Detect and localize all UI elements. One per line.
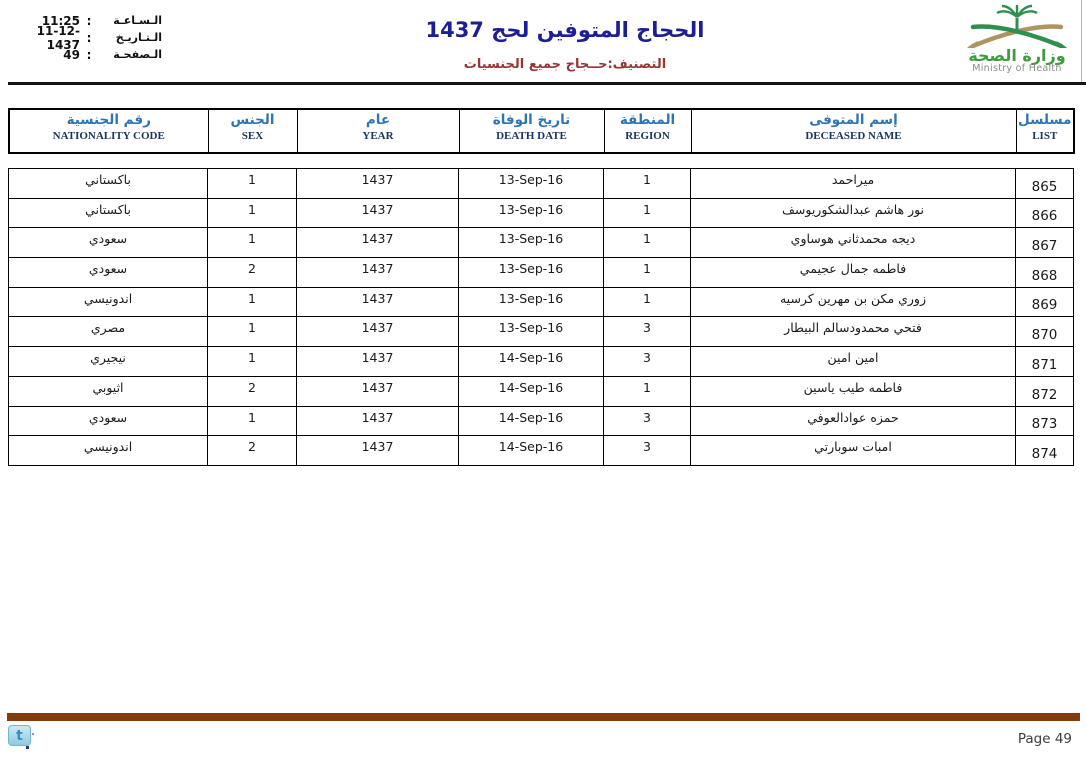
cell-year: 1437 xyxy=(297,436,459,466)
cell-name: زوري مكن بن مهرين كرسيه xyxy=(691,287,1016,317)
cell-nationality: سعودي xyxy=(9,406,208,436)
cell-list: 872 xyxy=(1016,376,1074,406)
cell-nationality: سعودي xyxy=(9,228,208,258)
table-header xyxy=(8,108,1075,154)
table-row xyxy=(9,198,1074,228)
table-row xyxy=(9,376,1074,406)
cell-sex: 1 xyxy=(208,198,297,228)
report-meta-block xyxy=(8,12,168,63)
cell-list: 865 xyxy=(1016,169,1074,199)
cell-name: امبات سوبارتي xyxy=(691,436,1016,466)
col-header-year-en: YEAR xyxy=(362,130,394,142)
cell-name: نور هاشم عبدالشكوريوسف xyxy=(691,198,1016,228)
date-value: 11-12-1437 xyxy=(36,23,80,52)
col-header-sex-en: SEX xyxy=(241,130,264,142)
cell-sex: 1 xyxy=(208,347,297,377)
time-value: 11:25 xyxy=(41,13,80,28)
colon-separator: : xyxy=(86,13,92,28)
palm-and-swords-icon xyxy=(957,2,1077,48)
cell-nationality: باكستاني xyxy=(9,169,208,199)
cell-death-date: 13-Sep-16 xyxy=(459,287,604,317)
cell-region: 1 xyxy=(604,376,691,406)
meta-date-row xyxy=(8,23,168,52)
time-label: الـسـاعـة xyxy=(113,14,162,27)
twitter-icon[interactable]: t xyxy=(8,725,31,746)
cell-death-date: 14-Sep-16 xyxy=(459,376,604,406)
cell-sex: 1 xyxy=(208,287,297,317)
cell-region: 3 xyxy=(604,406,691,436)
footer-page-number: Page 49 xyxy=(1017,731,1072,747)
cell-region: 1 xyxy=(604,258,691,288)
col-header-nationality xyxy=(9,109,208,153)
cell-region: 3 xyxy=(604,436,691,466)
cell-region: 1 xyxy=(604,228,691,258)
col-header-year xyxy=(297,109,459,153)
table-row xyxy=(9,317,1074,347)
col-header-deceased-name-en: DECEASED NAME xyxy=(805,130,902,142)
page-label: الـصفحـة xyxy=(113,48,162,61)
cell-death-date: 14-Sep-16 xyxy=(459,347,604,377)
cell-region: 1 xyxy=(604,169,691,199)
col-header-nationality-en: NATIONALITY CODE xyxy=(52,130,165,142)
cell-nationality: مصري xyxy=(9,317,208,347)
cell-year: 1437 xyxy=(297,228,459,258)
col-header-nationality-ar: رقم الجنسية xyxy=(66,112,151,128)
cell-region: 1 xyxy=(604,198,691,228)
colon-separator: : xyxy=(86,47,92,62)
logo-arabic-text: وزارة الصحة xyxy=(968,46,1066,65)
col-header-year-ar: عام xyxy=(365,112,391,128)
cell-region: 3 xyxy=(604,317,691,347)
cell-sex: 2 xyxy=(208,376,297,406)
cell-nationality: نيجيري xyxy=(9,347,208,377)
col-header-region xyxy=(604,109,691,153)
cell-death-date: 13-Sep-16 xyxy=(459,169,604,199)
table-row xyxy=(9,169,1074,199)
col-header-sex xyxy=(208,109,297,153)
cell-list: 867 xyxy=(1016,228,1074,258)
cell-name: ميراحمد xyxy=(691,169,1016,199)
report-subtitle: التصنيف:حــجاج جميع الجنسيات xyxy=(463,57,667,72)
cell-death-date: 13-Sep-16 xyxy=(459,317,604,347)
col-header-deceased-name xyxy=(691,109,1016,153)
cell-name: حمزه عوادالعوفي xyxy=(691,406,1016,436)
logo-english-text: Ministry of Health xyxy=(972,63,1062,74)
col-header-death-date-ar: تاريخ الوفاة xyxy=(492,112,571,128)
cell-name: فتحي محمدودسالم البيطار xyxy=(691,317,1016,347)
cell-year: 1437 xyxy=(297,287,459,317)
col-header-death-date xyxy=(459,109,604,153)
meta-page-row xyxy=(8,46,168,63)
col-header-list xyxy=(1016,109,1074,153)
cell-sex: 1 xyxy=(208,406,297,436)
cell-death-date: 14-Sep-16 xyxy=(459,436,604,466)
cell-name: فاطمه جمال عجيمي xyxy=(691,258,1016,288)
col-header-list-en: LIST xyxy=(1032,130,1058,142)
cell-sex: 1 xyxy=(208,169,297,199)
cell-list: 869 xyxy=(1016,287,1074,317)
table-row xyxy=(9,228,1074,258)
cell-name: فاطمه طيب ياسين xyxy=(691,376,1016,406)
cell-death-date: 13-Sep-16 xyxy=(459,198,604,228)
col-header-list-ar: مسلسل xyxy=(1018,112,1072,128)
cell-region: 3 xyxy=(604,347,691,377)
footer-dot xyxy=(26,746,29,749)
footer-accent-bar xyxy=(7,713,1080,721)
cell-sex: 2 xyxy=(208,436,297,466)
header-divider-line xyxy=(8,82,1086,85)
table-row xyxy=(9,436,1074,466)
cell-nationality: اثيوبي xyxy=(9,376,208,406)
page-value: 49 xyxy=(63,47,80,62)
table-row xyxy=(9,347,1074,377)
col-header-region-ar: المنطقة xyxy=(619,112,676,128)
col-header-region-en: REGION xyxy=(625,130,670,142)
cell-list: 873 xyxy=(1016,406,1074,436)
cell-death-date: 13-Sep-16 xyxy=(459,228,604,258)
colon-separator: : xyxy=(86,30,92,45)
footer-dot xyxy=(32,733,34,735)
cell-year: 1437 xyxy=(297,258,459,288)
cell-year: 1437 xyxy=(297,317,459,347)
deceased-table-body xyxy=(9,169,1074,466)
cell-year: 1437 xyxy=(297,169,459,199)
cell-year: 1437 xyxy=(297,376,459,406)
cell-year: 1437 xyxy=(297,406,459,436)
date-label: الـتـاريـخ xyxy=(115,31,162,44)
cell-sex: 1 xyxy=(208,228,297,258)
col-header-sex-ar: الجنس xyxy=(230,112,275,128)
cell-list: 871 xyxy=(1016,347,1074,377)
cell-list: 874 xyxy=(1016,436,1074,466)
ministry-of-health-logo xyxy=(953,2,1081,80)
cell-nationality: باكستاني xyxy=(9,198,208,228)
table-row xyxy=(9,406,1074,436)
col-header-deceased-name-ar: إسم المتوفى xyxy=(809,112,898,128)
deceased-table xyxy=(8,168,1074,466)
cell-sex: 2 xyxy=(208,258,297,288)
cell-death-date: 13-Sep-16 xyxy=(459,258,604,288)
cell-list: 868 xyxy=(1016,258,1074,288)
cell-region: 1 xyxy=(604,287,691,317)
logo-edge-divider xyxy=(1081,0,1082,83)
col-header-death-date-en: DEATH DATE xyxy=(496,130,567,142)
cell-year: 1437 xyxy=(297,198,459,228)
cell-nationality: سعودي xyxy=(9,258,208,288)
cell-name: ديجه محمدثاني هوساوي xyxy=(691,228,1016,258)
cell-list: 866 xyxy=(1016,198,1074,228)
table-row xyxy=(9,287,1074,317)
report-title: الحجاج المتوفين لحج 1437 xyxy=(425,18,705,42)
cell-list: 870 xyxy=(1016,317,1074,347)
cell-nationality: اندونيسي xyxy=(9,436,208,466)
cell-year: 1437 xyxy=(297,347,459,377)
cell-nationality: اندونيسي xyxy=(9,287,208,317)
table-row xyxy=(9,258,1074,288)
cell-sex: 1 xyxy=(208,317,297,347)
cell-name: امين امين xyxy=(691,347,1016,377)
cell-death-date: 14-Sep-16 xyxy=(459,406,604,436)
